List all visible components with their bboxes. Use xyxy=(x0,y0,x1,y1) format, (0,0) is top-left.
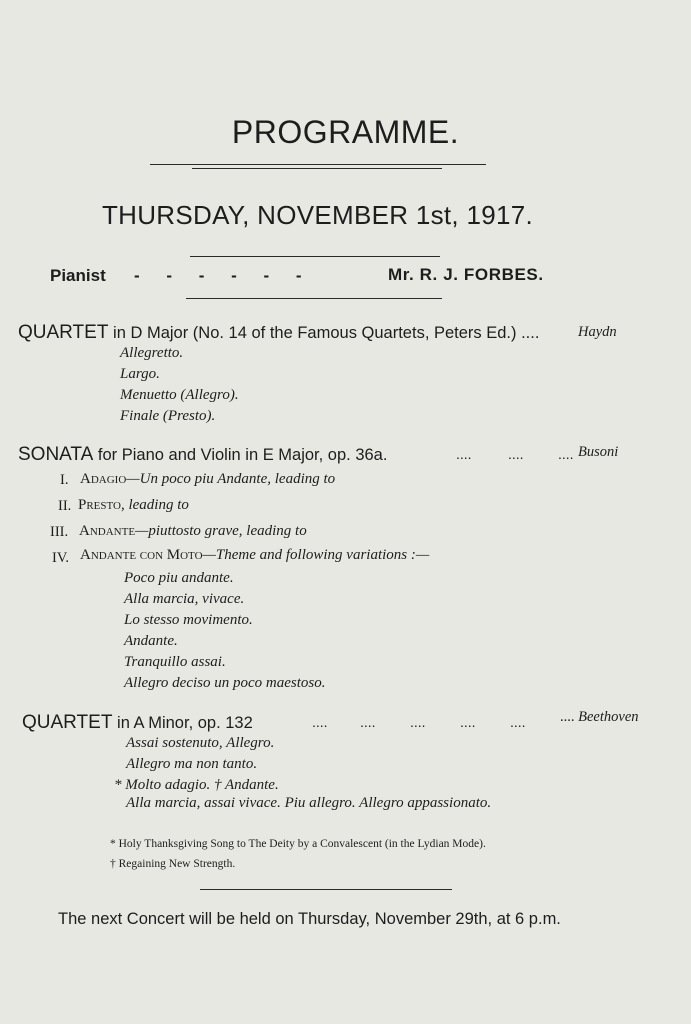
dot-leader: .... xyxy=(410,714,426,730)
section-numeral: IV. xyxy=(52,550,70,566)
variation: Lo stesso movimento. xyxy=(124,612,253,628)
composer-name: Beethoven xyxy=(578,709,639,725)
work-title-line xyxy=(22,712,253,734)
section-text: —Theme and following variations :— xyxy=(202,547,430,563)
dot-leader: .... xyxy=(510,714,526,730)
work-detail: in D Major (No. 14 of the Famous Quartets, Peters Ed.) xyxy=(108,324,517,342)
section-head: Presto, xyxy=(78,497,125,513)
movement: * Molto adagio. † Andante. xyxy=(114,777,279,793)
divider xyxy=(150,164,486,165)
divider xyxy=(190,256,440,257)
section-text: leading to xyxy=(124,497,189,513)
movement: Menuetto (Allegro). xyxy=(120,387,239,403)
section-text: —piuttosto grave, leading to xyxy=(135,523,307,539)
dot-leader: .... xyxy=(516,324,540,342)
section-numeral: II. xyxy=(58,498,72,514)
dot-leader: .... xyxy=(456,446,472,462)
variation: Poco piu andante. xyxy=(124,570,234,586)
section-head: Andante xyxy=(79,523,136,539)
work-title: QUARTET xyxy=(18,322,109,343)
pianist-dashes: - - - - - - xyxy=(134,266,302,285)
section-head: Adagio xyxy=(80,471,127,487)
work-title: SONATA xyxy=(18,444,94,465)
divider xyxy=(186,298,442,299)
section-numeral: I. xyxy=(60,472,69,488)
movement: Finale (Presto). xyxy=(120,408,216,424)
work-title-line xyxy=(18,322,539,344)
page-title: PROGRAMME. xyxy=(231,114,460,150)
section-head: Andante con Moto xyxy=(80,547,203,563)
pianist-name: Mr. R. J. FORBES. xyxy=(388,265,544,284)
dot-leader: .... xyxy=(558,446,574,462)
dot-leader: .... xyxy=(508,446,524,462)
movement: Largo. xyxy=(120,366,160,382)
divider xyxy=(192,168,442,169)
variation: Allegro deciso un poco maestoso. xyxy=(124,675,326,691)
dot-leader: .... xyxy=(460,714,476,730)
work-title: QUARTET xyxy=(22,712,113,733)
composer: Haydn xyxy=(578,324,617,340)
variation: Tranquillo assai. xyxy=(124,654,226,670)
section-numeral: III. xyxy=(50,524,69,540)
work-detail: in A Minor, op. 132 xyxy=(112,714,253,732)
section-line xyxy=(79,522,307,540)
footnote: † Regaining New Strength. xyxy=(110,858,236,870)
divider xyxy=(200,889,452,890)
variation: Andante. xyxy=(124,633,178,649)
concert-date: THURSDAY, NOVEMBER 1st, 1917. xyxy=(101,200,534,230)
movement: Allegro ma non tanto. xyxy=(126,756,258,772)
dot-leader: .... xyxy=(312,714,328,730)
movement: Allegretto. xyxy=(120,345,184,361)
next-concert-notice: The next Concert will be held on Thursday, November 29th, at 6 p.m. xyxy=(58,910,561,928)
section-line xyxy=(78,496,189,514)
work-title-line xyxy=(18,444,387,466)
work-detail: for Piano and Violin in E Major, op. 36a. xyxy=(93,446,388,464)
pianist-label: Pianist xyxy=(50,266,106,285)
movement: Alla marcia, assai vivace. Piu allegro. Allegro appassionato. xyxy=(126,795,492,811)
composer: .... Beethoven xyxy=(560,709,639,725)
footnote: * Holy Thanksgiving Song to The Deity by a Convalescent (in the Lydian Mode). xyxy=(110,838,486,850)
composer: Busoni xyxy=(578,444,619,460)
dot-leader: .... xyxy=(360,714,376,730)
section-line xyxy=(80,470,335,488)
movement: Assai sostenuto, Allegro. xyxy=(126,735,275,751)
variation: Alla marcia, vivace. xyxy=(124,591,245,607)
section-text: —Un poco piu Andante, leading to xyxy=(126,471,336,487)
section-line xyxy=(80,546,429,564)
